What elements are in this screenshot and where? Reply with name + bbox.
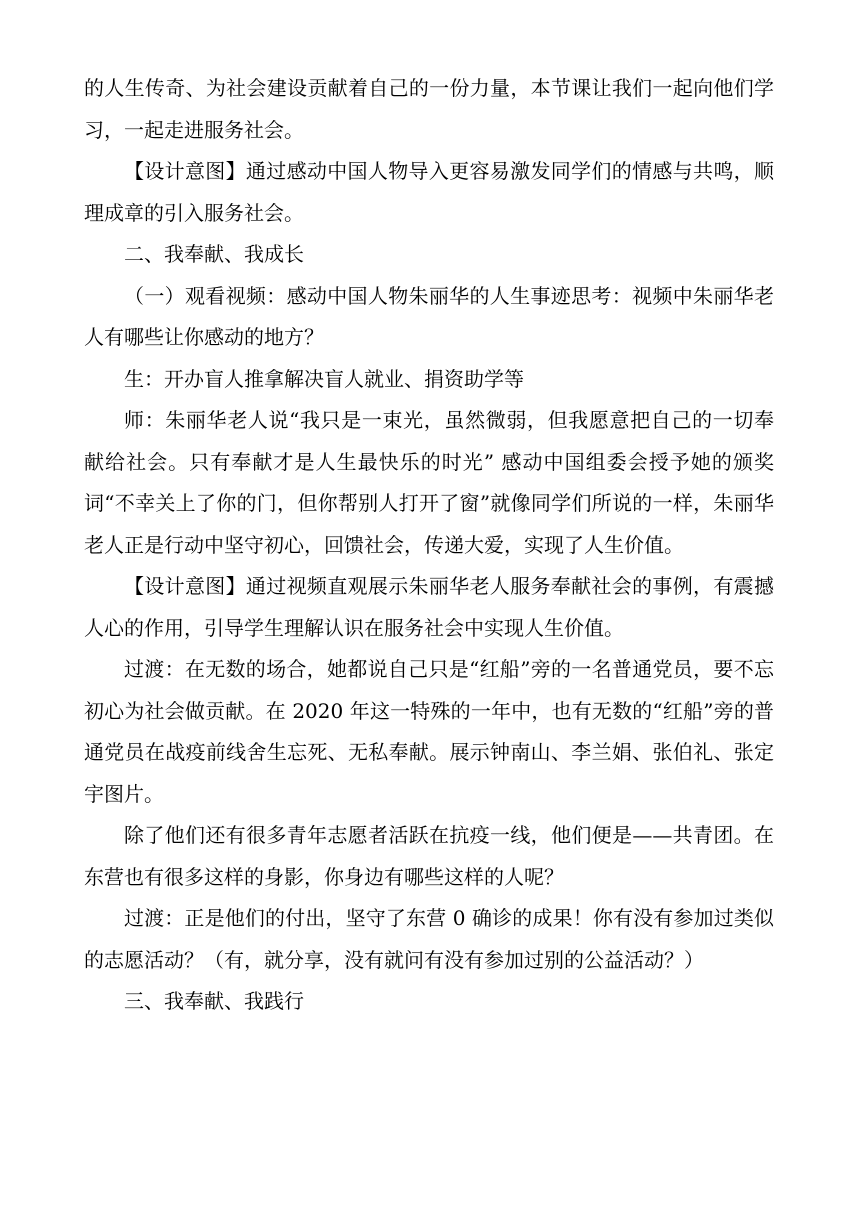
paragraph-intro-continuation: 的人生传奇、为社会建设贡献着自己的一份力量，本节课让我们一起向他们学习，一起走进服务社会。 — [84, 76, 774, 142]
paragraph-design-intent-2: 【设计意图】通过视频直观展示朱丽华老人服务奉献社会的事例，有震撼人心的作用，引导学生理解认识在服务社会中实现人生价值。 — [84, 574, 774, 640]
document-page — [84, 68, 774, 1023]
section-heading-practice: 三、我奉献、我践行 — [124, 989, 304, 1013]
paragraph-transition-2: 过渡：正是他们的付出，坚守了东营 0 确诊的成果！你有没有参加过类似的志愿活动？（有，就分享，没有就问有没有参加过别的公益活动？） — [84, 906, 774, 972]
paragraph-transition-1: 过渡：在无数的场合，她都说自己只是“红船”旁的一名普通党员，要不忘初心为社会做贡献。在 2020 年这一特殊的一年中，也有无数的“红船”旁的普通党员在战疫前线舍生忘死、无私奉献。展示钟南山、李兰娟、张伯礼、张定宇图片。 — [84, 657, 774, 806]
paragraph-volunteers: 除了他们还有很多青年志愿者活跃在抗疫一线，他们便是——共青团。在东营也有很多这样的身影，你身边有哪些这样的人呢？ — [84, 823, 774, 889]
section-heading-growth: 二、我奉献、我成长 — [124, 242, 304, 266]
paragraph-student-answer: 生：开办盲人推拿解决盲人就业、捐资助学等 — [124, 366, 524, 391]
paragraph-design-intent-1: 【设计意图】通过感动中国人物导入更容易激发同学们的情感与共鸣，顺理成章的引入服务社会。 — [84, 159, 774, 225]
paragraph-teacher-remark: 师：朱丽华老人说“我只是一束光，虽然微弱，但我愿意把自己的一切奉献给社会。只有奉献才是人生最快乐的时光” 感动中国组委会授予她的颁奖词“不幸关上了你的门，但你帮别人打开了窗”就像同学们所说的一样，朱丽华老人正是行动中坚守初心，回馈社会，传递大爱，实现了人生价值。 — [84, 408, 774, 557]
paragraph-watch-video: （一）观看视频：感动中国人物朱丽华的人生事迹思考：视频中朱丽华老人有哪些让你感动的地方？ — [84, 283, 774, 349]
